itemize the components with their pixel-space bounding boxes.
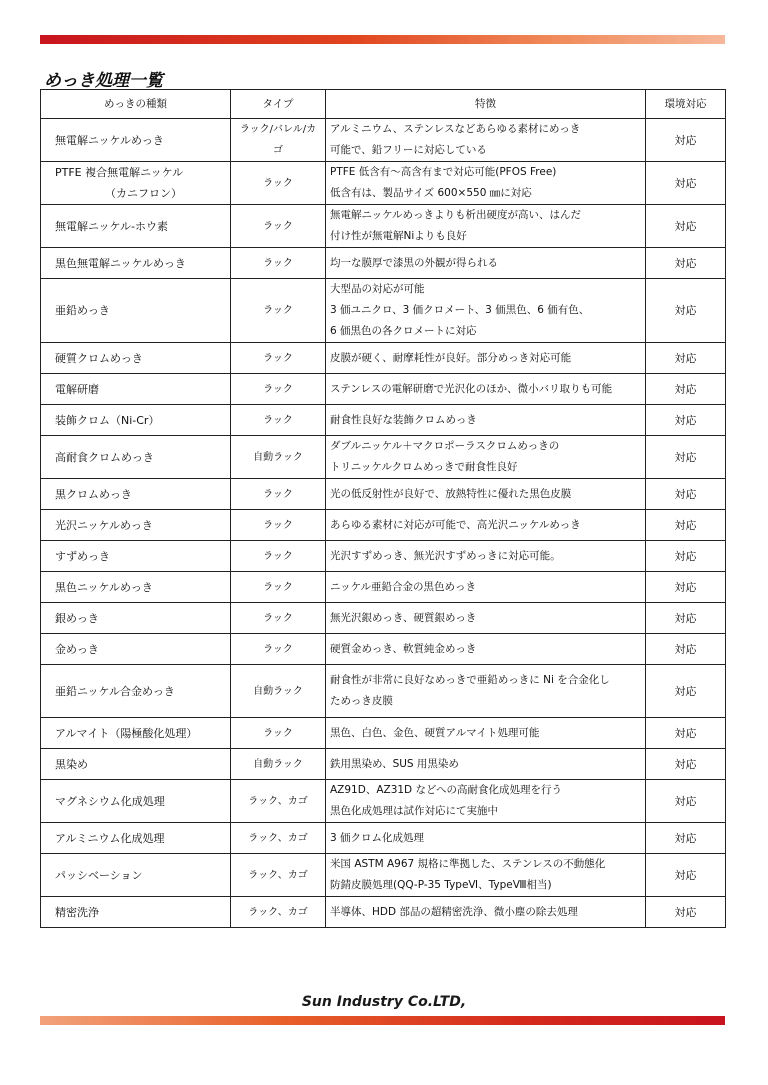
table-row bbox=[41, 162, 726, 205]
feature-line: 半導体、HDD 部品の超精密洗浄、微小塵の除去処理 bbox=[330, 905, 578, 918]
cell-features bbox=[326, 603, 646, 634]
cell-features bbox=[326, 343, 646, 374]
cell-kind bbox=[41, 634, 231, 665]
table-row bbox=[41, 572, 726, 603]
feature-line: ニッケル亜鉛合金の黒色めっき bbox=[330, 580, 476, 593]
cell-features bbox=[326, 119, 646, 162]
feature-line: AZ91D、AZ31D などへの高耐食化成処理を行う bbox=[330, 784, 563, 796]
cell-env: 対応 bbox=[646, 205, 726, 248]
cell-type: ラック bbox=[231, 479, 326, 510]
feature-line: 光の低反射性が良好で、放熱特性に優れた黒色皮膜 bbox=[330, 487, 572, 500]
cell-kind bbox=[41, 343, 231, 374]
feature-line: 皮膜が硬く、耐摩耗性が良好。部分めっき対応可能 bbox=[330, 351, 572, 364]
kind-text: 銀めっき bbox=[55, 611, 99, 625]
cell-type: ラック bbox=[231, 634, 326, 665]
cell-type: ラック bbox=[231, 572, 326, 603]
feature-line: 3 価クロム化成処理 bbox=[330, 831, 425, 844]
table-row bbox=[41, 823, 726, 854]
table-row bbox=[41, 665, 726, 718]
feature-line: ためっき皮膜 bbox=[330, 695, 393, 707]
cell-kind bbox=[41, 405, 231, 436]
cell-env: 対応 bbox=[646, 665, 726, 718]
kind-text: 黒色無電解ニッケルめっき bbox=[55, 256, 186, 270]
cell-env: 対応 bbox=[646, 436, 726, 479]
table-row bbox=[41, 634, 726, 665]
cell-env: 対応 bbox=[646, 405, 726, 436]
feature-line: 均一な膜厚で漆黒の外観が得られる bbox=[330, 256, 498, 269]
table-row bbox=[41, 279, 726, 343]
kind-text: アルミニウム化成処理 bbox=[55, 831, 165, 845]
cell-type: ラック bbox=[231, 279, 326, 343]
bottom-accent-bar bbox=[40, 1016, 725, 1025]
cell-type: ラック、カゴ bbox=[231, 823, 326, 854]
kind-text: アルマイト（陽極酸化処理） bbox=[55, 726, 198, 740]
table-row bbox=[41, 541, 726, 572]
cell-env: 対応 bbox=[646, 541, 726, 572]
cell-type: ラック、カゴ bbox=[231, 780, 326, 823]
cell-features bbox=[326, 718, 646, 749]
cell-kind bbox=[41, 823, 231, 854]
cell-env: 対応 bbox=[646, 897, 726, 928]
cell-type: ラック bbox=[231, 343, 326, 374]
table-row bbox=[41, 854, 726, 897]
feature-line: アルミニウム、ステンレスなどあらゆる素材にめっき bbox=[330, 123, 581, 135]
cell-kind bbox=[41, 780, 231, 823]
cell-features bbox=[326, 436, 646, 479]
cell-kind bbox=[41, 279, 231, 343]
table-row bbox=[41, 479, 726, 510]
cell-kind bbox=[41, 479, 231, 510]
kind-text: 黒クロムめっき bbox=[55, 487, 132, 501]
cell-kind bbox=[41, 665, 231, 718]
cell-kind bbox=[41, 162, 231, 205]
page-title: めっき処理一覧 bbox=[44, 71, 163, 91]
feature-line: PTFE 低含有～高含有まで対応可能(PFOS Free) bbox=[330, 166, 557, 178]
cell-env: 対応 bbox=[646, 510, 726, 541]
feature-line: トリニッケルクロムめっきで耐食性良好 bbox=[330, 461, 518, 473]
table-row bbox=[41, 205, 726, 248]
feature-line: あらゆる素材に対応が可能で、高光沢ニッケルめっき bbox=[330, 518, 581, 531]
cell-features bbox=[326, 572, 646, 603]
cell-type: 自動ラック bbox=[231, 749, 326, 780]
feature-line: 米国 ASTM A967 規格に準拠した、ステンレスの不動態化 bbox=[330, 858, 606, 870]
cell-env: 対応 bbox=[646, 343, 726, 374]
kind-text: 無電解ニッケルめっき bbox=[55, 133, 164, 147]
table-row bbox=[41, 897, 726, 928]
cell-env: 対応 bbox=[646, 718, 726, 749]
top-accent-bar bbox=[40, 35, 725, 44]
kind-text: 装飾クロム（Ni-Cr） bbox=[55, 413, 160, 427]
feature-line: 耐食性良好な装飾クロムめっき bbox=[330, 413, 477, 426]
cell-features bbox=[326, 205, 646, 248]
feature-line: 6 価黒色の各クロメートに対応 bbox=[330, 325, 477, 337]
feature-line: ステンレスの電解研磨で光沢化のほか、微小バリ取りも可能 bbox=[330, 382, 613, 395]
cell-env: 対応 bbox=[646, 119, 726, 162]
cell-kind bbox=[41, 854, 231, 897]
table-row bbox=[41, 405, 726, 436]
cell-kind bbox=[41, 119, 231, 162]
kind-text: 黒染め bbox=[55, 757, 88, 771]
cell-env: 対応 bbox=[646, 374, 726, 405]
cell-features bbox=[326, 541, 646, 572]
cell-features bbox=[326, 854, 646, 897]
cell-features bbox=[326, 510, 646, 541]
cell-kind bbox=[41, 541, 231, 572]
cell-env: 対応 bbox=[646, 279, 726, 343]
cell-type: ラック、カゴ bbox=[231, 897, 326, 928]
column-header-features: 特徴 bbox=[326, 90, 646, 119]
table-row bbox=[41, 119, 726, 162]
feature-line: 硬質金めっき、軟質純金めっき bbox=[330, 642, 477, 655]
cell-features bbox=[326, 749, 646, 780]
cell-kind bbox=[41, 205, 231, 248]
cell-features bbox=[326, 248, 646, 279]
cell-type: ラック bbox=[231, 603, 326, 634]
kind-text: 光沢ニッケルめっき bbox=[55, 518, 153, 532]
cell-features bbox=[326, 479, 646, 510]
cell-type: ラック bbox=[231, 162, 326, 205]
cell-type: ラック bbox=[231, 374, 326, 405]
cell-kind bbox=[41, 572, 231, 603]
table-header-row bbox=[41, 90, 726, 119]
kind-text: PTFE 複合無電解ニッケル bbox=[55, 166, 184, 179]
table-row bbox=[41, 603, 726, 634]
table-row bbox=[41, 718, 726, 749]
cell-type: ラック bbox=[231, 205, 326, 248]
cell-features bbox=[326, 374, 646, 405]
cell-type: ラック bbox=[231, 718, 326, 749]
column-header-type: タイプ bbox=[231, 90, 326, 119]
kind-text: すずめっき bbox=[55, 549, 110, 563]
table-row bbox=[41, 343, 726, 374]
feature-line: 低含有は、製品サイズ 600×550 ㎜に対応 bbox=[330, 187, 532, 199]
kind-text: 硬質クロムめっき bbox=[55, 351, 143, 365]
cell-kind bbox=[41, 374, 231, 405]
cell-kind bbox=[41, 603, 231, 634]
kind-text: マグネシウム化成処理 bbox=[55, 794, 165, 808]
feature-line: 可能で、鉛フリーに対応している bbox=[330, 144, 487, 156]
cell-env: 対応 bbox=[646, 749, 726, 780]
feature-line: 光沢すずめっき、無光沢すずめっきに対応可能。 bbox=[330, 549, 561, 562]
cell-type: ラック/バレル/カゴ bbox=[231, 119, 326, 162]
cell-features bbox=[326, 665, 646, 718]
company-footer: Sun Industry Co.LTD, bbox=[301, 994, 467, 1010]
cell-features bbox=[326, 823, 646, 854]
kind-text: パッシベーション bbox=[55, 868, 143, 882]
kind-text: 亜鉛めっき bbox=[55, 304, 110, 317]
table-row bbox=[41, 436, 726, 479]
cell-type: 自動ラック bbox=[231, 665, 326, 718]
cell-kind bbox=[41, 436, 231, 479]
feature-line: 付け性が無電解Niよりも良好 bbox=[330, 230, 467, 242]
cell-kind bbox=[41, 718, 231, 749]
cell-features bbox=[326, 162, 646, 205]
cell-env: 対応 bbox=[646, 634, 726, 665]
table-row bbox=[41, 780, 726, 823]
table-row bbox=[41, 510, 726, 541]
table-row bbox=[41, 374, 726, 405]
feature-line: 無電解ニッケルめっきよりも析出硬度が高い、はんだ bbox=[330, 209, 581, 221]
kind-text: 亜鉛ニッケル合金めっき bbox=[55, 684, 175, 698]
cell-type: 自動ラック bbox=[231, 436, 326, 479]
cell-env: 対応 bbox=[646, 603, 726, 634]
cell-features bbox=[326, 780, 646, 823]
kind-text: 黒色ニッケルめっき bbox=[55, 580, 153, 594]
kind-text: 電解研磨 bbox=[55, 382, 99, 396]
column-header-env: 環境対応 bbox=[646, 90, 726, 119]
kind-text: 無電解ニッケル-ホウ素 bbox=[55, 219, 168, 233]
table-row bbox=[41, 248, 726, 279]
cell-kind bbox=[41, 510, 231, 541]
feature-line: 黒色、白色、金色、硬質アルマイト処理可能 bbox=[330, 726, 540, 739]
cell-env: 対応 bbox=[646, 248, 726, 279]
kind-text: 精密洗浄 bbox=[55, 905, 99, 919]
cell-features bbox=[326, 634, 646, 665]
table-row bbox=[41, 749, 726, 780]
cell-type: ラック bbox=[231, 405, 326, 436]
feature-line: 無光沢銀めっき、硬質銀めっき bbox=[330, 611, 477, 624]
table-body bbox=[41, 119, 726, 928]
cell-type: ラック、カゴ bbox=[231, 854, 326, 897]
cell-features bbox=[326, 405, 646, 436]
cell-kind bbox=[41, 248, 231, 279]
cell-env: 対応 bbox=[646, 854, 726, 897]
cell-env: 対応 bbox=[646, 780, 726, 823]
plating-table bbox=[40, 89, 726, 928]
kind-text: 高耐食クロムめっき bbox=[55, 450, 154, 464]
cell-env: 対応 bbox=[646, 823, 726, 854]
feature-line: 鉄用黒染め、SUS 用黒染め bbox=[330, 757, 459, 770]
cell-features bbox=[326, 279, 646, 343]
cell-features bbox=[326, 897, 646, 928]
feature-line: 防錆皮膜処理(QQ-P-35 TypeⅥ、TypeⅧ相当) bbox=[330, 879, 552, 891]
column-header-kind: めっきの種類 bbox=[41, 90, 231, 119]
cell-type: ラック bbox=[231, 541, 326, 572]
cell-kind bbox=[41, 897, 231, 928]
cell-env: 対応 bbox=[646, 479, 726, 510]
feature-line: 耐食性が非常に良好なめっきで亜鉛めっきに Ni を合金化し bbox=[330, 674, 610, 686]
cell-type: ラック bbox=[231, 248, 326, 279]
cell-env: 対応 bbox=[646, 162, 726, 205]
feature-line: 黒色化成処理は試作対応にて実施中 bbox=[330, 805, 498, 817]
kind-text: （カニフロン） bbox=[105, 187, 182, 200]
cell-type: ラック bbox=[231, 510, 326, 541]
feature-line: 大型品の対応が可能 bbox=[330, 283, 425, 295]
cell-kind bbox=[41, 749, 231, 780]
feature-line: 3 価ユニクロ、3 価クロメート、3 価黒色、6 価有色、 bbox=[330, 304, 590, 316]
feature-line: ダブルニッケル＋マクロポーラスクロムめっきの bbox=[330, 440, 560, 452]
kind-text: 金めっき bbox=[55, 642, 99, 656]
cell-env: 対応 bbox=[646, 572, 726, 603]
